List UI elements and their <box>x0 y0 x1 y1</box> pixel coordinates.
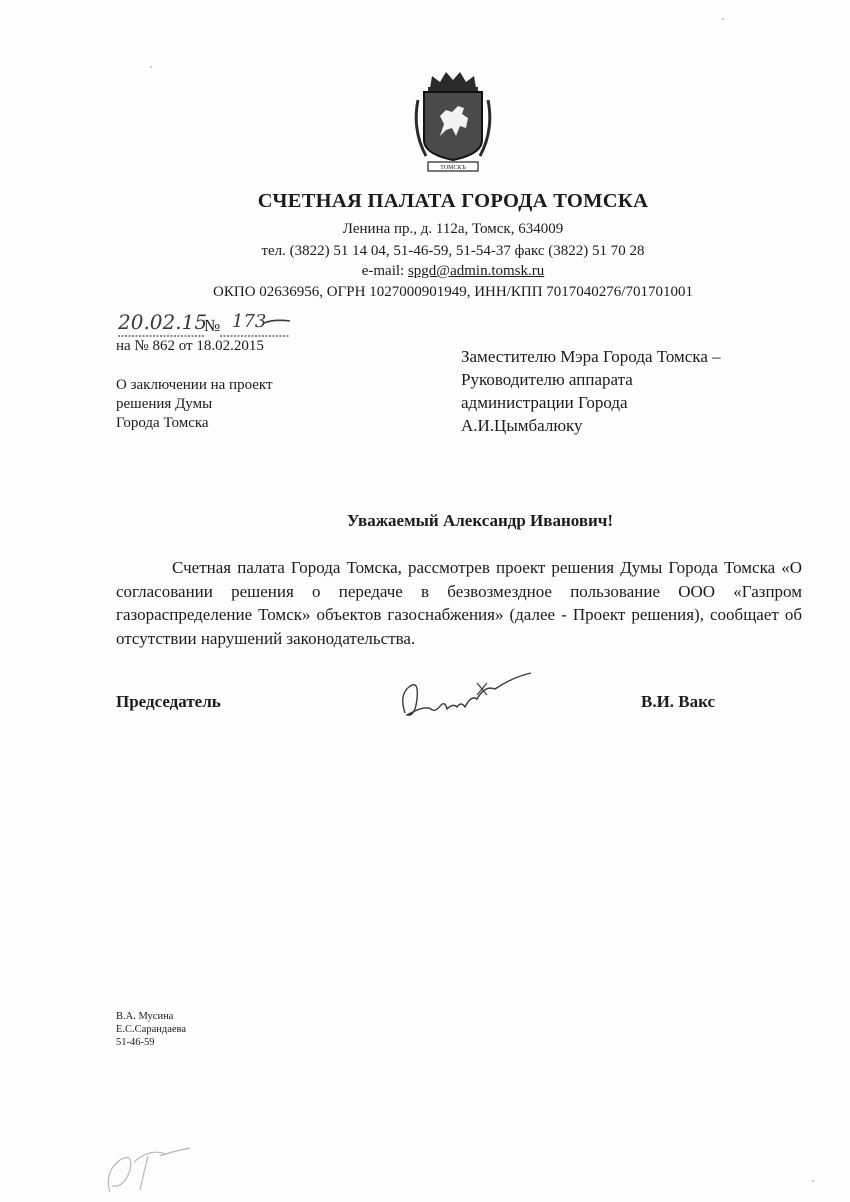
reply-to-reference: на № 862 от 18.02.2015 <box>116 338 264 354</box>
scan-speck <box>150 66 152 68</box>
addressee-line: Руководителю аппарата <box>461 370 633 389</box>
executors-block <box>116 1010 186 1049</box>
signatory-name: В.И. Вакс <box>641 692 716 711</box>
tomsk-coat-of-arms-icon <box>410 70 496 176</box>
phone-fax: тел. (3822) 51 14 04, 51-46-59, 51-54-37 факс (3822) 51 70 28 <box>261 243 645 259</box>
handwritten-initials-mark <box>90 1142 200 1197</box>
addressee-block <box>461 345 721 437</box>
addressee-line: администрации Города <box>461 393 628 412</box>
signatory-role: Председатель <box>116 692 221 711</box>
handwritten-signature <box>395 665 535 725</box>
letter-subject <box>116 376 273 433</box>
executor-line: 51-46-59 <box>116 1037 155 1048</box>
handwritten-date: 20.02.15 <box>118 310 208 334</box>
email-line <box>0 263 850 280</box>
executor-line: В.А. Мусина <box>116 1011 174 1022</box>
addressee-line: А.И.Цымбалюку <box>461 416 583 435</box>
salutation: Уважаемый Александр Иванович! <box>346 511 614 530</box>
number-sign: № <box>204 316 221 335</box>
handwritten-reference <box>114 303 294 339</box>
email-link[interactable]: spgd@admin.tomsk.ru <box>407 263 545 279</box>
crest-caption: ТОМСКЪ <box>440 165 466 171</box>
subject-line: О заключении на проект <box>116 377 273 393</box>
executor-line: Е.С.Сарандаева <box>116 1024 187 1035</box>
organization-title: СЧЕТНАЯ ПАЛАТА ГОРОДА ТОМСКА <box>257 190 649 212</box>
scan-speck <box>812 1180 814 1182</box>
registration-codes: ОКПО 02636956, ОГРН 1027000901949, ИНН/КПП 7017040276/701701001 <box>213 284 693 300</box>
handwritten-number: 173 <box>232 311 267 332</box>
subject-line: решения Думы <box>116 396 213 412</box>
addressee-line: Заместителю Мэра Города Томска – <box>461 347 721 366</box>
email-label: e-mail: <box>361 263 408 279</box>
subject-line: Города Томска <box>116 415 209 431</box>
postal-address: Ленина пр., д. 112а, Томск, 634009 <box>342 221 564 237</box>
scan-speck <box>722 18 724 20</box>
letter-body: Счетная палата Города Томска, рассмотрев проект решения Думы Города Томска «О согласовании решения о передаче в безвозмездное пользование ООО «Газпром газораспределение Томск» объектов газоснабжения» (далее - Проект решения), сообщает об отсутствии нарушений законодательства. <box>116 558 802 648</box>
